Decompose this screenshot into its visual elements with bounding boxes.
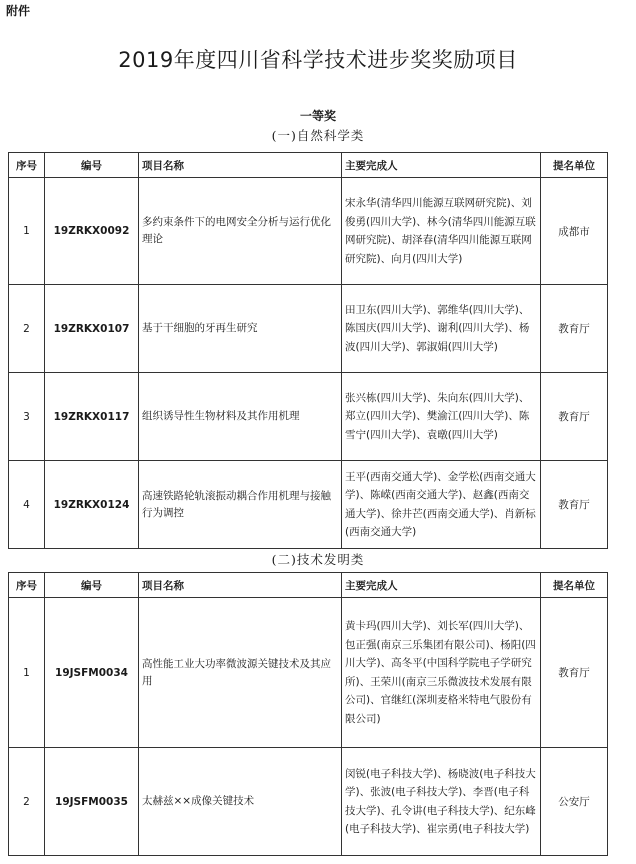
award-rank-heading: 一等奖 bbox=[299, 109, 336, 123]
table-row bbox=[9, 178, 608, 285]
row-no: 2 bbox=[9, 748, 45, 856]
row-code: 19ZRKX0117 bbox=[45, 373, 139, 461]
row-code: 19ZRKX0107 bbox=[45, 285, 139, 373]
header-people: 主要完成人 bbox=[342, 153, 541, 178]
header-no: 序号 bbox=[9, 153, 45, 178]
page-title: 2019年度四川省科学技术进步奖奖励项目 bbox=[118, 48, 518, 72]
header-name: 项目名称 bbox=[139, 153, 342, 178]
section-title-technical-invention: (二)技术发明类 bbox=[271, 552, 365, 567]
row-people: 田卫东(四川大学)、郭维华(四川大学)、陈国庆(四川大学)、谢利(四川大学)、杨波(四川大学)、郭淑娟(四川大学) bbox=[342, 285, 541, 373]
header-code: 编号 bbox=[45, 573, 139, 598]
row-code: 19JSFM0034 bbox=[45, 598, 139, 748]
row-unit: 教育厅 bbox=[541, 285, 608, 373]
table-row bbox=[9, 748, 608, 856]
table-row bbox=[9, 461, 608, 549]
row-people: 宋永华(清华四川能源互联网研究院)、刘俊勇(四川大学)、林今(清华四川能源互联网研究院)、胡泽春(清华四川能源互联网研究院)、向月(四川大学) bbox=[342, 178, 541, 285]
row-people: 王平(西南交通大学)、金学松(西南交通大学)、陈嵘(西南交通大学)、赵鑫(西南交通大学)、徐井芒(西南交通大学)、肖新标(西南交通大学) bbox=[342, 461, 541, 549]
row-people: 张兴栋(四川大学)、朱向东(四川大学)、郑立(四川大学)、樊渝江(四川大学)、陈雪宁(四川大学)、袁暾(四川大学) bbox=[342, 373, 541, 461]
row-unit: 教育厅 bbox=[541, 461, 608, 549]
header-name: 项目名称 bbox=[139, 573, 342, 598]
row-project-name: 高性能工业大功率微波源关键技术及其应用 bbox=[139, 598, 342, 748]
section-title-natural-science: (一)自然科学类 bbox=[271, 128, 365, 143]
row-no: 3 bbox=[9, 373, 45, 461]
table-row bbox=[9, 285, 608, 373]
row-project-name: 太赫兹××成像关键技术 bbox=[139, 748, 342, 856]
header-no: 序号 bbox=[9, 573, 45, 598]
row-no: 1 bbox=[9, 178, 45, 285]
row-no: 4 bbox=[9, 461, 45, 549]
row-no: 2 bbox=[9, 285, 45, 373]
row-people: 闵锐(电子科技大学)、杨晓波(电子科技大学)、张波(电子科技大学)、李晋(电子科技大学)、孔令讲(电子科技大学)、纪东峰(电子科技大学)、崔宗勇(电子科技大学) bbox=[342, 748, 541, 856]
row-project-name: 多约束条件下的电网安全分析与运行优化理论 bbox=[139, 178, 342, 285]
technical-invention-table bbox=[8, 572, 608, 856]
row-project-name: 高速铁路轮轨滚振动耦合作用机理与接触行为调控 bbox=[139, 461, 342, 549]
row-unit: 教育厅 bbox=[541, 373, 608, 461]
natural-science-table bbox=[8, 152, 608, 549]
row-unit: 公安厅 bbox=[541, 748, 608, 856]
header-people: 主要完成人 bbox=[342, 573, 541, 598]
attachment-label: 附件 bbox=[6, 4, 31, 18]
row-unit: 成都市 bbox=[541, 178, 608, 285]
row-unit: 教育厅 bbox=[541, 598, 608, 748]
row-people: 黄卡玛(四川大学)、刘长军(四川大学)、包正强(南京三乐集团有限公司)、杨阳(四川大学)、高冬平(中国科学院电子学研究所)、王荣川(南京三乐微波技术发展有限公司)、官继红(深圳麦格米特电气股份有限公司) bbox=[342, 598, 541, 748]
row-code: 19JSFM0035 bbox=[45, 748, 139, 856]
table-row bbox=[9, 598, 608, 748]
row-project-name: 组织诱导性生物材料及其作用机理 bbox=[139, 373, 342, 461]
row-code: 19ZRKX0124 bbox=[45, 461, 139, 549]
row-no: 1 bbox=[9, 598, 45, 748]
row-code: 19ZRKX0092 bbox=[45, 178, 139, 285]
row-project-name: 基于干细胞的牙再生研究 bbox=[139, 285, 342, 373]
table-row bbox=[9, 373, 608, 461]
table-header-row bbox=[9, 573, 608, 598]
header-unit: 提名单位 bbox=[541, 153, 608, 178]
table-header-row bbox=[9, 153, 608, 178]
header-code: 编号 bbox=[45, 153, 139, 178]
header-unit: 提名单位 bbox=[541, 573, 608, 598]
